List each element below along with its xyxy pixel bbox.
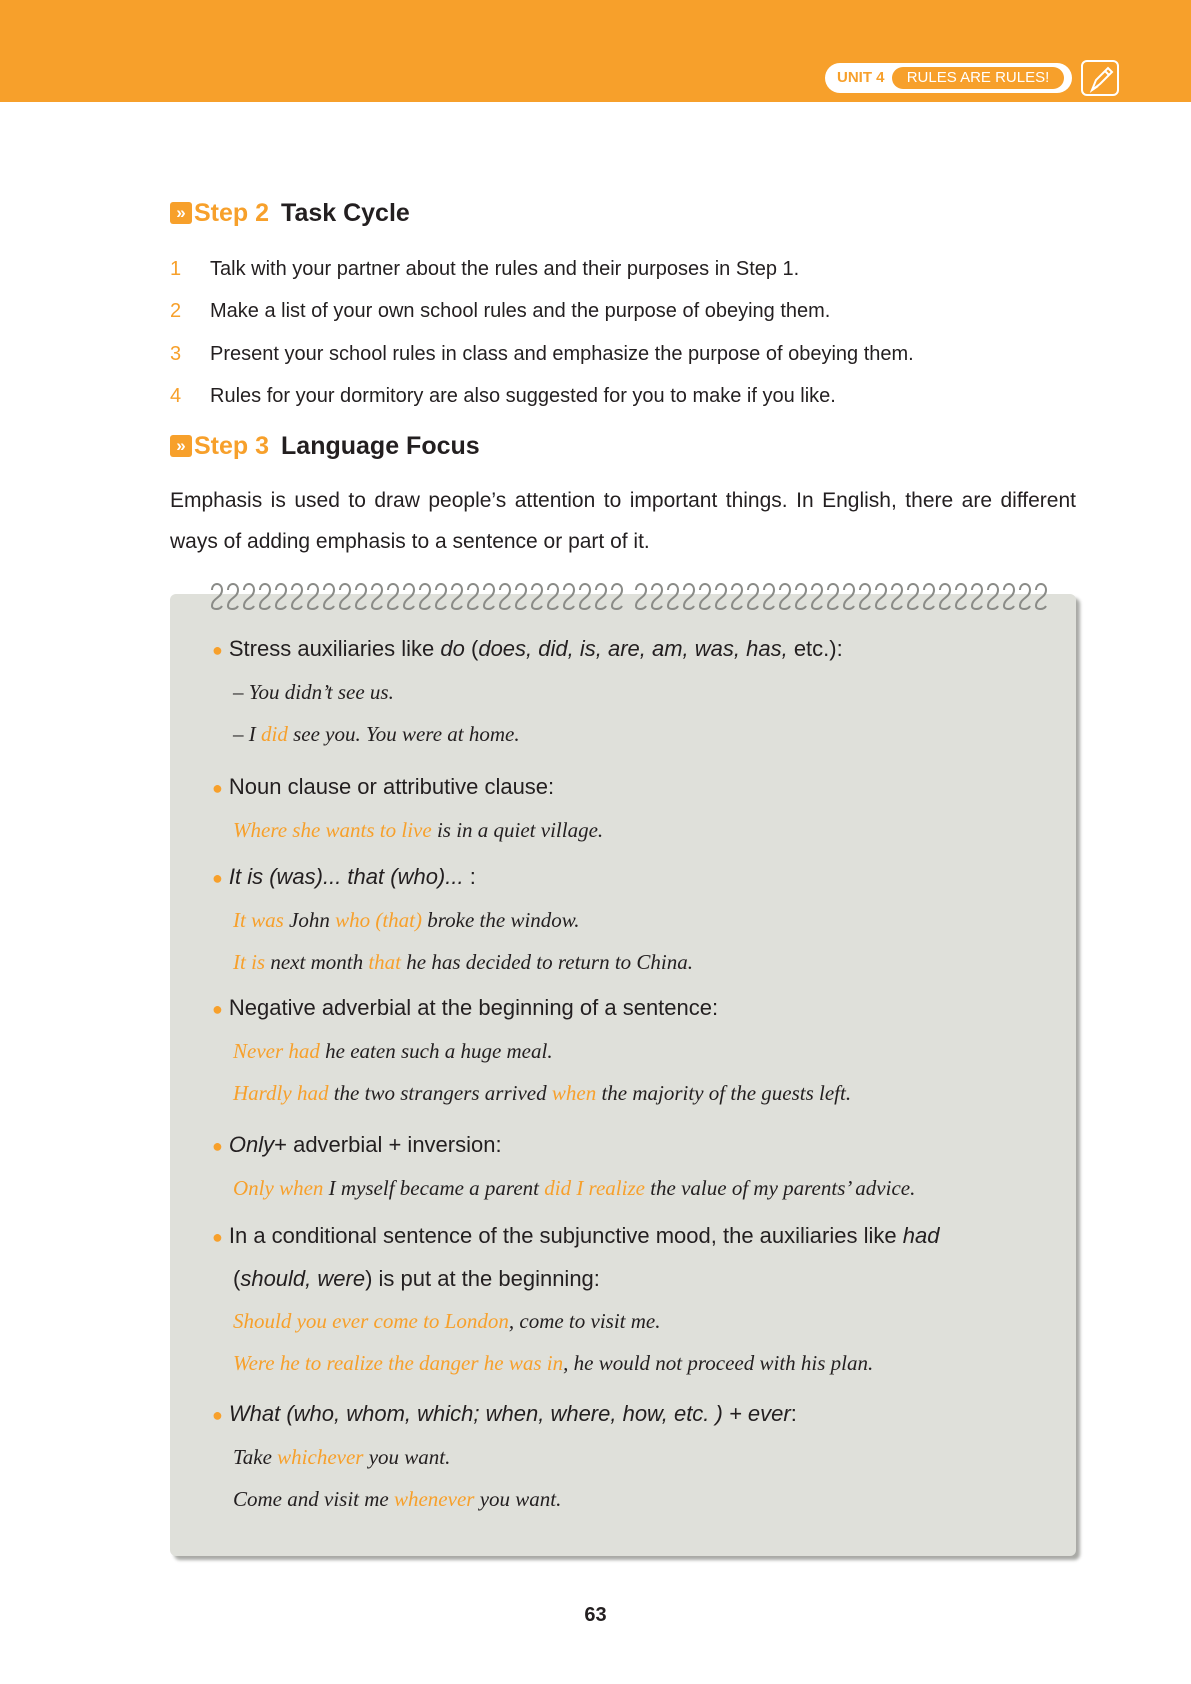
example-sentence: Never had he eaten such a huge meal. bbox=[233, 1039, 553, 1063]
bullet-dot-icon: ● bbox=[212, 1136, 223, 1156]
example-sentence: Should you ever come to London, come to visit me. bbox=[233, 1309, 661, 1333]
bullet-dot-icon: ● bbox=[212, 999, 223, 1019]
intro-paragraph: Emphasis is used to draw people’s attention to important things. In English, there are different ways of adding emphasis to a sentence or part of it. bbox=[170, 489, 1076, 553]
item-text: Talk with your partner about the rules and their purposes in Step 1. bbox=[210, 257, 800, 280]
example-sentence: Were he to realize the danger he was in, he would not proceed with his plan. bbox=[233, 1351, 874, 1375]
item-number: 3 bbox=[170, 342, 182, 365]
step2-heading bbox=[170, 196, 410, 230]
unit-label: UNIT 4 bbox=[837, 69, 885, 86]
pen-nib-icon bbox=[1081, 60, 1119, 96]
bullet-dot-icon: ● bbox=[212, 778, 223, 798]
bullet-dot-icon: ● bbox=[212, 868, 223, 888]
step-title: Task Cycle bbox=[281, 198, 410, 227]
example-sentence: – You didn’t see us. bbox=[233, 680, 394, 704]
example-sentence: It was John who (that) broke the window. bbox=[233, 908, 580, 932]
rule-heading: ● Noun clause or attributive clause: bbox=[212, 774, 555, 799]
example-sentence: It is next month that he has decided to return to China. bbox=[233, 950, 694, 974]
unit-badge bbox=[825, 63, 1072, 93]
rule-conditional-subjunctive bbox=[212, 1215, 1038, 1384]
rule-heading-continued: (should, were) is put at the beginning: bbox=[233, 1266, 600, 1291]
rule-heading: ● It is (was)... that (who)... : bbox=[212, 864, 476, 889]
item-number: 4 bbox=[170, 385, 182, 408]
item-text: Make a list of your own school rules and the purpose of obeying them. bbox=[210, 300, 831, 323]
page-number: 63 bbox=[584, 1604, 607, 1626]
rule-noun-clause bbox=[212, 766, 1032, 851]
task-list bbox=[170, 248, 1070, 418]
language-focus-card bbox=[170, 594, 1076, 1556]
step3-heading bbox=[170, 429, 480, 463]
example-sentence: Come and visit me whenever you want. bbox=[233, 1487, 562, 1511]
unit-title: RULES ARE RULES! bbox=[892, 67, 1064, 89]
item-number: 1 bbox=[170, 257, 182, 280]
rule-heading: ● Only+ adverbial + inversion: bbox=[212, 1132, 502, 1157]
step-number: Step 3 bbox=[194, 431, 270, 460]
list-item bbox=[170, 376, 1070, 419]
rule-heading: ● Stress auxiliaries like do (does, did, is, are, am, was, has, etc.): bbox=[212, 636, 843, 661]
rule-it-is-that bbox=[212, 856, 1032, 983]
list-item bbox=[170, 333, 1070, 376]
rule-negative-adverbial bbox=[212, 987, 1032, 1114]
bullet-dot-icon: ● bbox=[212, 640, 223, 660]
rule-only-inversion bbox=[212, 1124, 1032, 1209]
item-text: Present your school rules in class and emphasize the purpose of obeying them. bbox=[210, 342, 914, 365]
step-number: Step 2 bbox=[194, 198, 270, 227]
double-chevron-icon: » bbox=[170, 202, 192, 224]
list-item bbox=[170, 248, 1070, 291]
spiral-binding-icon bbox=[208, 580, 1058, 612]
item-text: Rules for your dormitory are also suggested for you to make if you like. bbox=[210, 385, 836, 408]
bullet-dot-icon: ● bbox=[212, 1405, 223, 1425]
rule-heading: ● In a conditional sentence of the subjunctive mood, the auxiliaries like had bbox=[212, 1223, 940, 1248]
step-title: Language Focus bbox=[281, 431, 480, 460]
rule-heading: ● Negative adverbial at the beginning of a sentence: bbox=[212, 995, 719, 1020]
bullet-dot-icon: ● bbox=[212, 1227, 223, 1247]
rule-stress-auxiliaries bbox=[212, 628, 1032, 755]
rule-heading: ● What (who, whom, which; when, where, how, etc. ) + ever: bbox=[212, 1401, 797, 1426]
example-sentence: – I did see you. You were at home. bbox=[233, 722, 520, 746]
example-sentence: Where she wants to live is in a quiet village. bbox=[233, 818, 604, 842]
list-item bbox=[170, 291, 1070, 334]
item-number: 2 bbox=[170, 300, 182, 323]
rule-ever-words bbox=[212, 1393, 1032, 1520]
double-chevron-icon: » bbox=[170, 435, 192, 457]
example-sentence: Take whichever you want. bbox=[233, 1445, 451, 1469]
example-sentence: Hardly had the two strangers arrived when the majority of the guests left. bbox=[233, 1081, 852, 1105]
example-sentence: Only when I myself became a parent did I realize the value of my parents’ advice. bbox=[233, 1176, 916, 1200]
